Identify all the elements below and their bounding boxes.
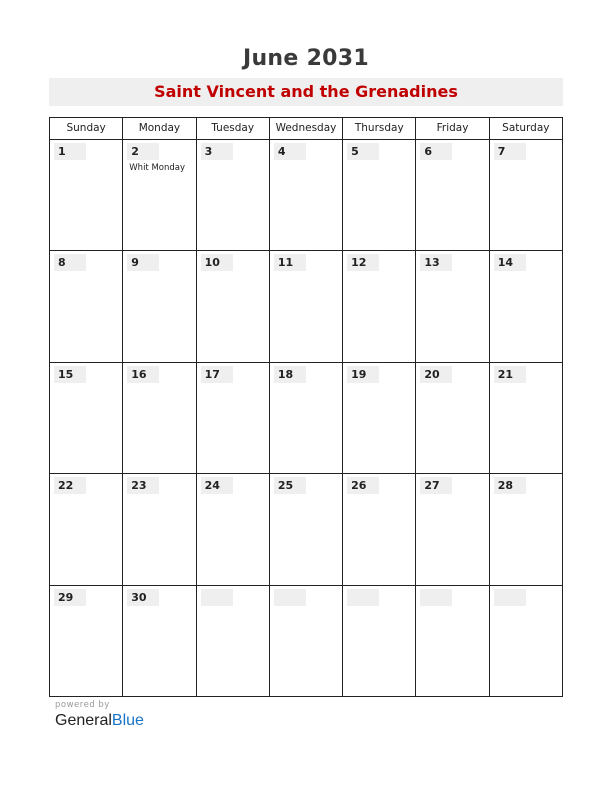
day-number-band: [420, 589, 452, 606]
day-cell-20: [415, 363, 488, 473]
day-cell-3: [196, 140, 269, 250]
week-row: [50, 586, 562, 697]
day-number: 30: [131, 590, 147, 604]
weekday-tuesday: Tuesday: [196, 118, 269, 139]
day-number: 16: [131, 367, 147, 381]
page-title: June 2031: [242, 46, 370, 71]
day-cell-5: [342, 140, 415, 250]
day-number-band: [274, 589, 306, 606]
country-banner: [49, 78, 563, 106]
day-number: 28: [497, 479, 513, 493]
day-number: 26: [351, 479, 367, 493]
day-number: 23: [131, 479, 147, 493]
day-number: 29: [58, 590, 74, 604]
day-cell-10: [196, 251, 269, 361]
day-cell-25: [269, 474, 342, 584]
day-cell-23: [122, 474, 195, 584]
day-cell-13: [415, 251, 488, 361]
day-number: 15: [58, 367, 74, 381]
day-cell-24: [196, 474, 269, 584]
day-cell-14: [489, 251, 562, 361]
day-number: 5: [351, 145, 359, 158]
day-number: 6: [424, 145, 433, 158]
day-number: 27: [424, 479, 440, 493]
day-cell-19: [342, 363, 415, 473]
day-cell-15: [50, 363, 122, 473]
generalblue-logo[interactable]: [55, 712, 144, 730]
day-cell-empty: [269, 586, 342, 697]
day-number: 13: [424, 256, 440, 270]
weekday-friday: Friday: [415, 118, 488, 139]
day-cell-empty: [489, 586, 562, 697]
day-cell-6: [415, 140, 488, 250]
weekday-monday: Monday: [122, 118, 195, 139]
day-number: 24: [204, 479, 220, 493]
day-number: 25: [277, 479, 294, 493]
day-cell-27: [415, 474, 488, 584]
day-number: 4: [277, 145, 286, 158]
week-row: [50, 474, 562, 585]
weekday-thursday: Thursday: [342, 118, 415, 139]
weekday-wednesday: Wednesday: [269, 118, 342, 139]
day-number: 18: [277, 367, 294, 381]
day-cell-empty: [415, 586, 488, 697]
day-number-band: [347, 589, 379, 606]
day-cell-2: [122, 140, 195, 250]
weekday-header-row: [50, 118, 562, 140]
country-name: Saint Vincent and the Grenadines: [154, 82, 458, 101]
powered-by-label: powered by: [55, 700, 110, 710]
day-number: 22: [58, 479, 74, 493]
day-cell-30: [122, 586, 195, 697]
day-cell-21: [489, 363, 562, 473]
weekday-saturday: Saturday: [489, 118, 562, 139]
day-cell-1: [50, 140, 122, 250]
day-number: 21: [497, 367, 513, 381]
day-number: 17: [204, 367, 220, 381]
brand-general-text: General: [55, 712, 112, 729]
day-number: 7: [497, 145, 506, 158]
day-cell-8: [50, 251, 122, 361]
day-number: 12: [351, 256, 367, 270]
footer: [55, 700, 144, 730]
day-number: 19: [351, 367, 367, 381]
day-cell-9: [122, 251, 195, 361]
day-cell-29: [50, 586, 122, 697]
day-cell-26: [342, 474, 415, 584]
day-cell-empty: [342, 586, 415, 697]
calendar-grid: [49, 117, 563, 697]
day-number: 3: [204, 145, 213, 158]
day-cell-18: [269, 363, 342, 473]
day-cell-17: [196, 363, 269, 473]
day-cell-22: [50, 474, 122, 584]
day-number: 10: [204, 256, 220, 270]
day-number: 20: [424, 367, 440, 381]
day-cell-12: [342, 251, 415, 361]
day-number: 1: [58, 145, 66, 158]
day-number: 2: [131, 145, 139, 158]
day-number: 11: [277, 256, 294, 270]
week-row: [50, 363, 562, 474]
day-number: 8: [58, 256, 66, 270]
day-cell-7: [489, 140, 562, 250]
day-cell-4: [269, 140, 342, 250]
day-cell-28: [489, 474, 562, 584]
week-row: [50, 251, 562, 362]
day-number-band: [494, 589, 526, 606]
day-cell-16: [122, 363, 195, 473]
day-number: 14: [497, 256, 513, 270]
day-number-band: [201, 589, 233, 606]
brand-blue-text: Blue: [111, 712, 144, 729]
week-row: [50, 140, 562, 251]
day-number: 9: [131, 256, 139, 270]
day-cell-empty: [196, 586, 269, 697]
day-cell-11: [269, 251, 342, 361]
holiday-label: Whit Monday: [129, 163, 186, 173]
weekday-sunday: Sunday: [66, 122, 106, 134]
